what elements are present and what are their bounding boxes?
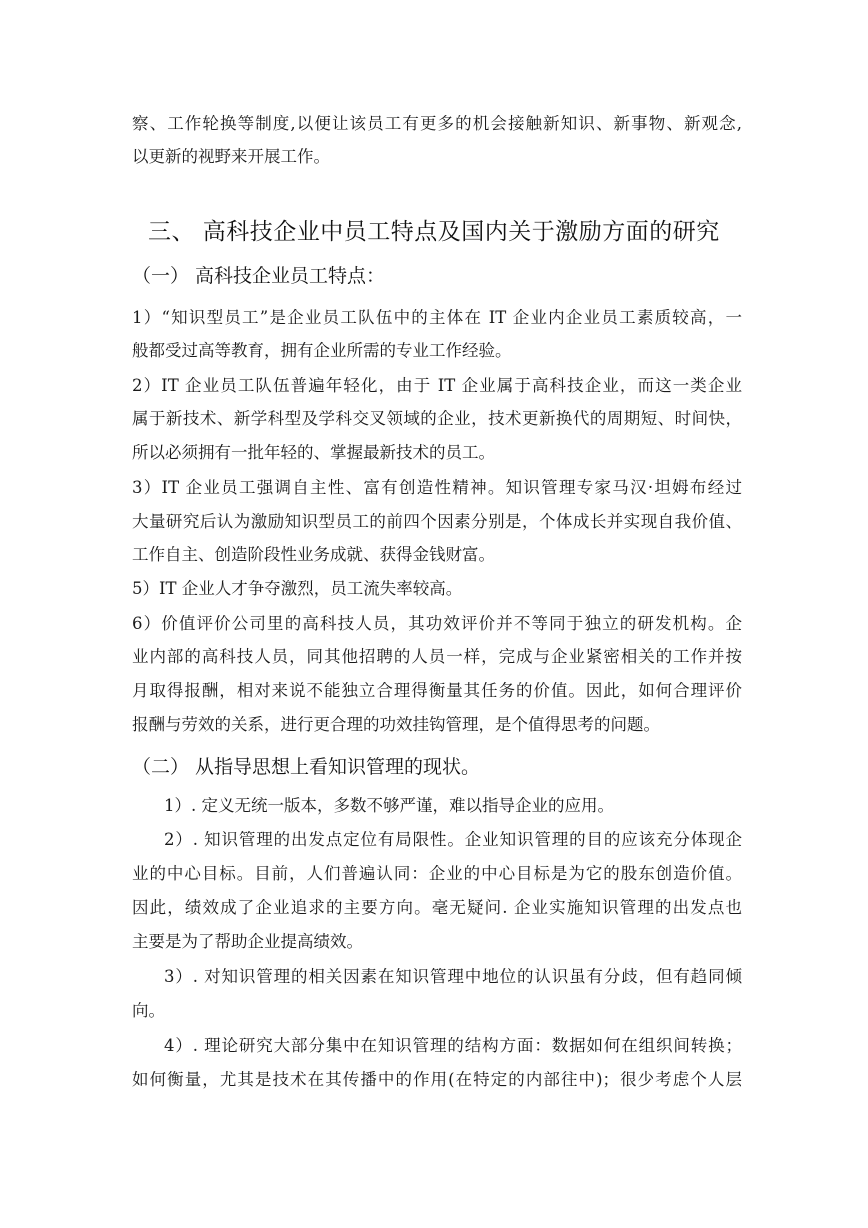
subsection-heading: （二） 从指导思想上看知识管理的现状。 — [132, 756, 481, 778]
paragraph-line: 2）. 知识管理的出发点定位有局限性。企业知识管理的目的应该充分体现企 — [164, 830, 742, 849]
paragraph-line: 察、工作轮换等制度,以便让该员工有更多的机会接触新知识、新事物、新观念, — [132, 114, 742, 133]
paragraph-line: 业的中心目标。目前，人们普遍认同：企业的中心目标是为它的股东创造价值。 — [132, 864, 742, 883]
paragraph-line: 4）. 理论研究大部分集中在知识管理的结构方面：数据如何在组织间转换； — [164, 1036, 742, 1055]
paragraph-line: 1）“知识型员工”是企业员工队伍中的主体在 IT 企业内企业员工素质较高，一 — [132, 308, 742, 327]
paragraph-line: 大量研究后认为激励知识型员工的前四个因素分别是，个体成长并实现自我价值、 — [132, 512, 742, 531]
paragraph-line: 如何衡量，尤其是技术在其传播中的作用(在特定的内部往中)；很少考虑个人层 — [132, 1070, 742, 1089]
paragraph-line: 1）. 定义无统一版本，多数不够严谨，难以指导企业的应用。 — [164, 796, 614, 815]
paragraph-line: 工作自主、创造阶段性业务成就、获得金钱财富。 — [132, 545, 495, 564]
paragraph-line: 业内部的高科技人员，同其他招聘的人员一样，完成与企业紧密相关的工作并按 — [132, 647, 742, 666]
paragraph-line: 3）IT 企业员工强调自主性、富有创造性精神。知识管理专家马汉·坦姆布经过 — [132, 478, 742, 497]
paragraph-line: 属于新技术、新学科型及学科交叉领域的企业，技术更新换代的周期短、时间快， — [132, 409, 742, 428]
paragraph-line: 3）. 对知识管理的相关因素在知识管理中地位的认识虽有分歧，但有趋同倾 — [164, 967, 742, 986]
paragraph-line: 般都受过高等教育，拥有企业所需的专业工作经验。 — [132, 341, 512, 360]
paragraph-line: 主要是为了帮助企业提高绩效。 — [132, 932, 363, 951]
paragraph-line: 所以必须拥有一批年轻的、掌握最新技术的员工。 — [132, 443, 495, 462]
paragraph-line: 5）IT 企业人才争夺激烈，员工流失率较高。 — [132, 579, 463, 598]
subsection-heading: （一） 高科技企业员工特点： — [132, 265, 386, 287]
paragraph-line: 6）价值评价公司里的高科技人员，其功效评价并不等同于独立的研发机构。企 — [132, 614, 742, 633]
paragraph-line: 月取得报酬，相对来说不能独立合理得衡量其任务的价值。因此，如何合理评价 — [132, 681, 742, 700]
paragraph-line: 报酬与劳效的关系，进行更合理的功效挂钩管理，是个值得思考的问题。 — [132, 715, 660, 734]
paragraph-line: 以更新的视野来开展工作。 — [132, 147, 330, 166]
paragraph-line: 因此，绩效成了企业追求的主要方向。毫无疑问. 企业实施知识管理的出发点也 — [132, 898, 742, 917]
section-heading: 三、 高科技企业中员工特点及国内关于激励方面的研究 — [148, 219, 720, 245]
paragraph-line: 2）IT 企业员工队伍普遍年轻化，由于 IT 企业属于高科技企业，而这一类企业 — [132, 376, 742, 395]
paragraph-line: 向。 — [132, 1001, 165, 1020]
